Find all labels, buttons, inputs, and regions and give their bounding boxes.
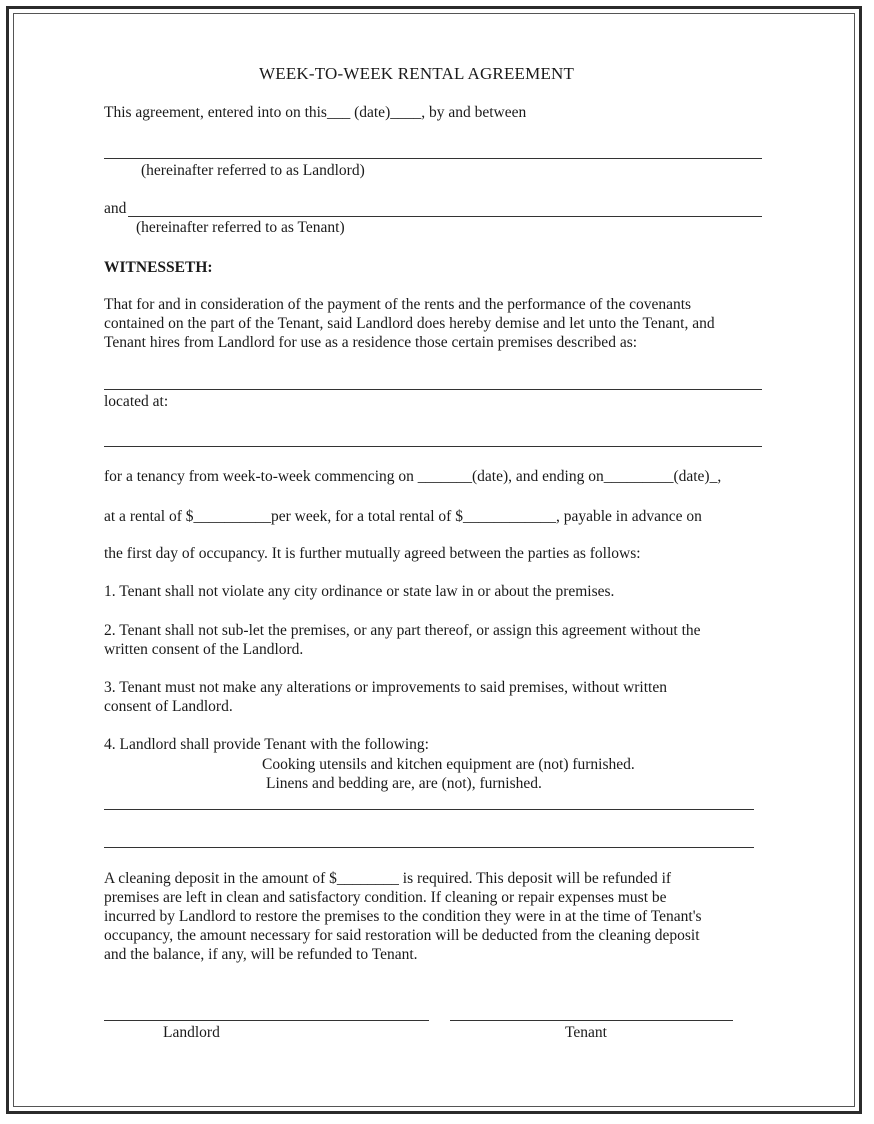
tenancy-term-text: for a tenancy from week-to-week commencing on _______(date), and ending on_________(date)_, — [104, 468, 722, 485]
intro-text: This agreement, entered into on this___ (date)____, by and between — [104, 104, 527, 121]
additional-items-line-1[interactable] — [104, 809, 754, 810]
rental-amount-text: at a rental of $__________per week, for a total rental of $____________, payable in advance on — [104, 508, 702, 525]
premises-address-line[interactable] — [104, 446, 762, 447]
consideration-line-1: That for and in consideration of the payment of the rents and the performance of the covenants — [104, 296, 692, 313]
clause-2-line-2: written consent of the Landlord. — [104, 641, 304, 658]
deposit-line-5: and the balance, if any, will be refunded to Tenant. — [104, 946, 418, 963]
deposit-line-4: occupancy, the amount necessary for said restoration will be deducted from the cleaning deposit — [104, 927, 700, 944]
and-label: and — [104, 200, 127, 217]
tenant-ref-text: (hereinafter referred to as Tenant) — [136, 219, 345, 236]
clause-4-item-cooking: Cooking utensils and kitchen equipment are (not) furnished. — [262, 756, 635, 773]
landlord-name-line[interactable] — [104, 158, 762, 159]
deposit-line-1: A cleaning deposit in the amount of $________ is required. This deposit will be refunded if — [104, 870, 672, 887]
located-at-label: located at: — [104, 393, 169, 410]
deposit-line-3: incurred by Landlord to restore the premises to the condition they were in at the time of Tenant's — [104, 908, 702, 925]
clause-4-item-linens: Linens and bedding are, are (not), furnished. — [266, 775, 542, 792]
deposit-line-2: premises are left in clean and satisfactory condition. If cleaning or repair expenses must be — [104, 889, 667, 906]
consideration-line-3: Tenant hires from Landlord for use as a residence those certain premises described as: — [104, 334, 638, 351]
clause-3-line-2: consent of Landlord. — [104, 698, 233, 715]
tenant-name-line[interactable] — [128, 216, 762, 217]
consideration-line-2: contained on the part of the Tenant, said Landlord does hereby demise and let unto the Tenant, and — [104, 315, 715, 332]
witnesseth-heading: WITNESSETH: — [104, 259, 213, 276]
tenant-signature-label: Tenant — [565, 1024, 607, 1041]
landlord-signature-label: Landlord — [163, 1024, 220, 1041]
document-title: WEEK-TO-WEEK RENTAL AGREEMENT — [259, 64, 575, 83]
clause-1-text: 1. Tenant shall not violate any city ordinance or state law in or about the premises. — [104, 583, 615, 600]
tenant-signature-line[interactable] — [450, 1020, 733, 1021]
first-day-text: the first day of occupancy. It is further mutually agreed between the parties as follows: — [104, 545, 641, 562]
additional-items-line-2[interactable] — [104, 847, 754, 848]
clause-2-line-1: 2. Tenant shall not sub-let the premises, or any part thereof, or assign this agreement without the — [104, 622, 701, 639]
landlord-ref-text: (hereinafter referred to as Landlord) — [141, 162, 365, 179]
clause-3-line-1: 3. Tenant must not make any alterations or improvements to said premises, without written — [104, 679, 667, 696]
premises-description-line[interactable] — [104, 389, 762, 390]
landlord-signature-line[interactable] — [104, 1020, 429, 1021]
clause-4-text: 4. Landlord shall provide Tenant with the following: — [104, 736, 429, 753]
